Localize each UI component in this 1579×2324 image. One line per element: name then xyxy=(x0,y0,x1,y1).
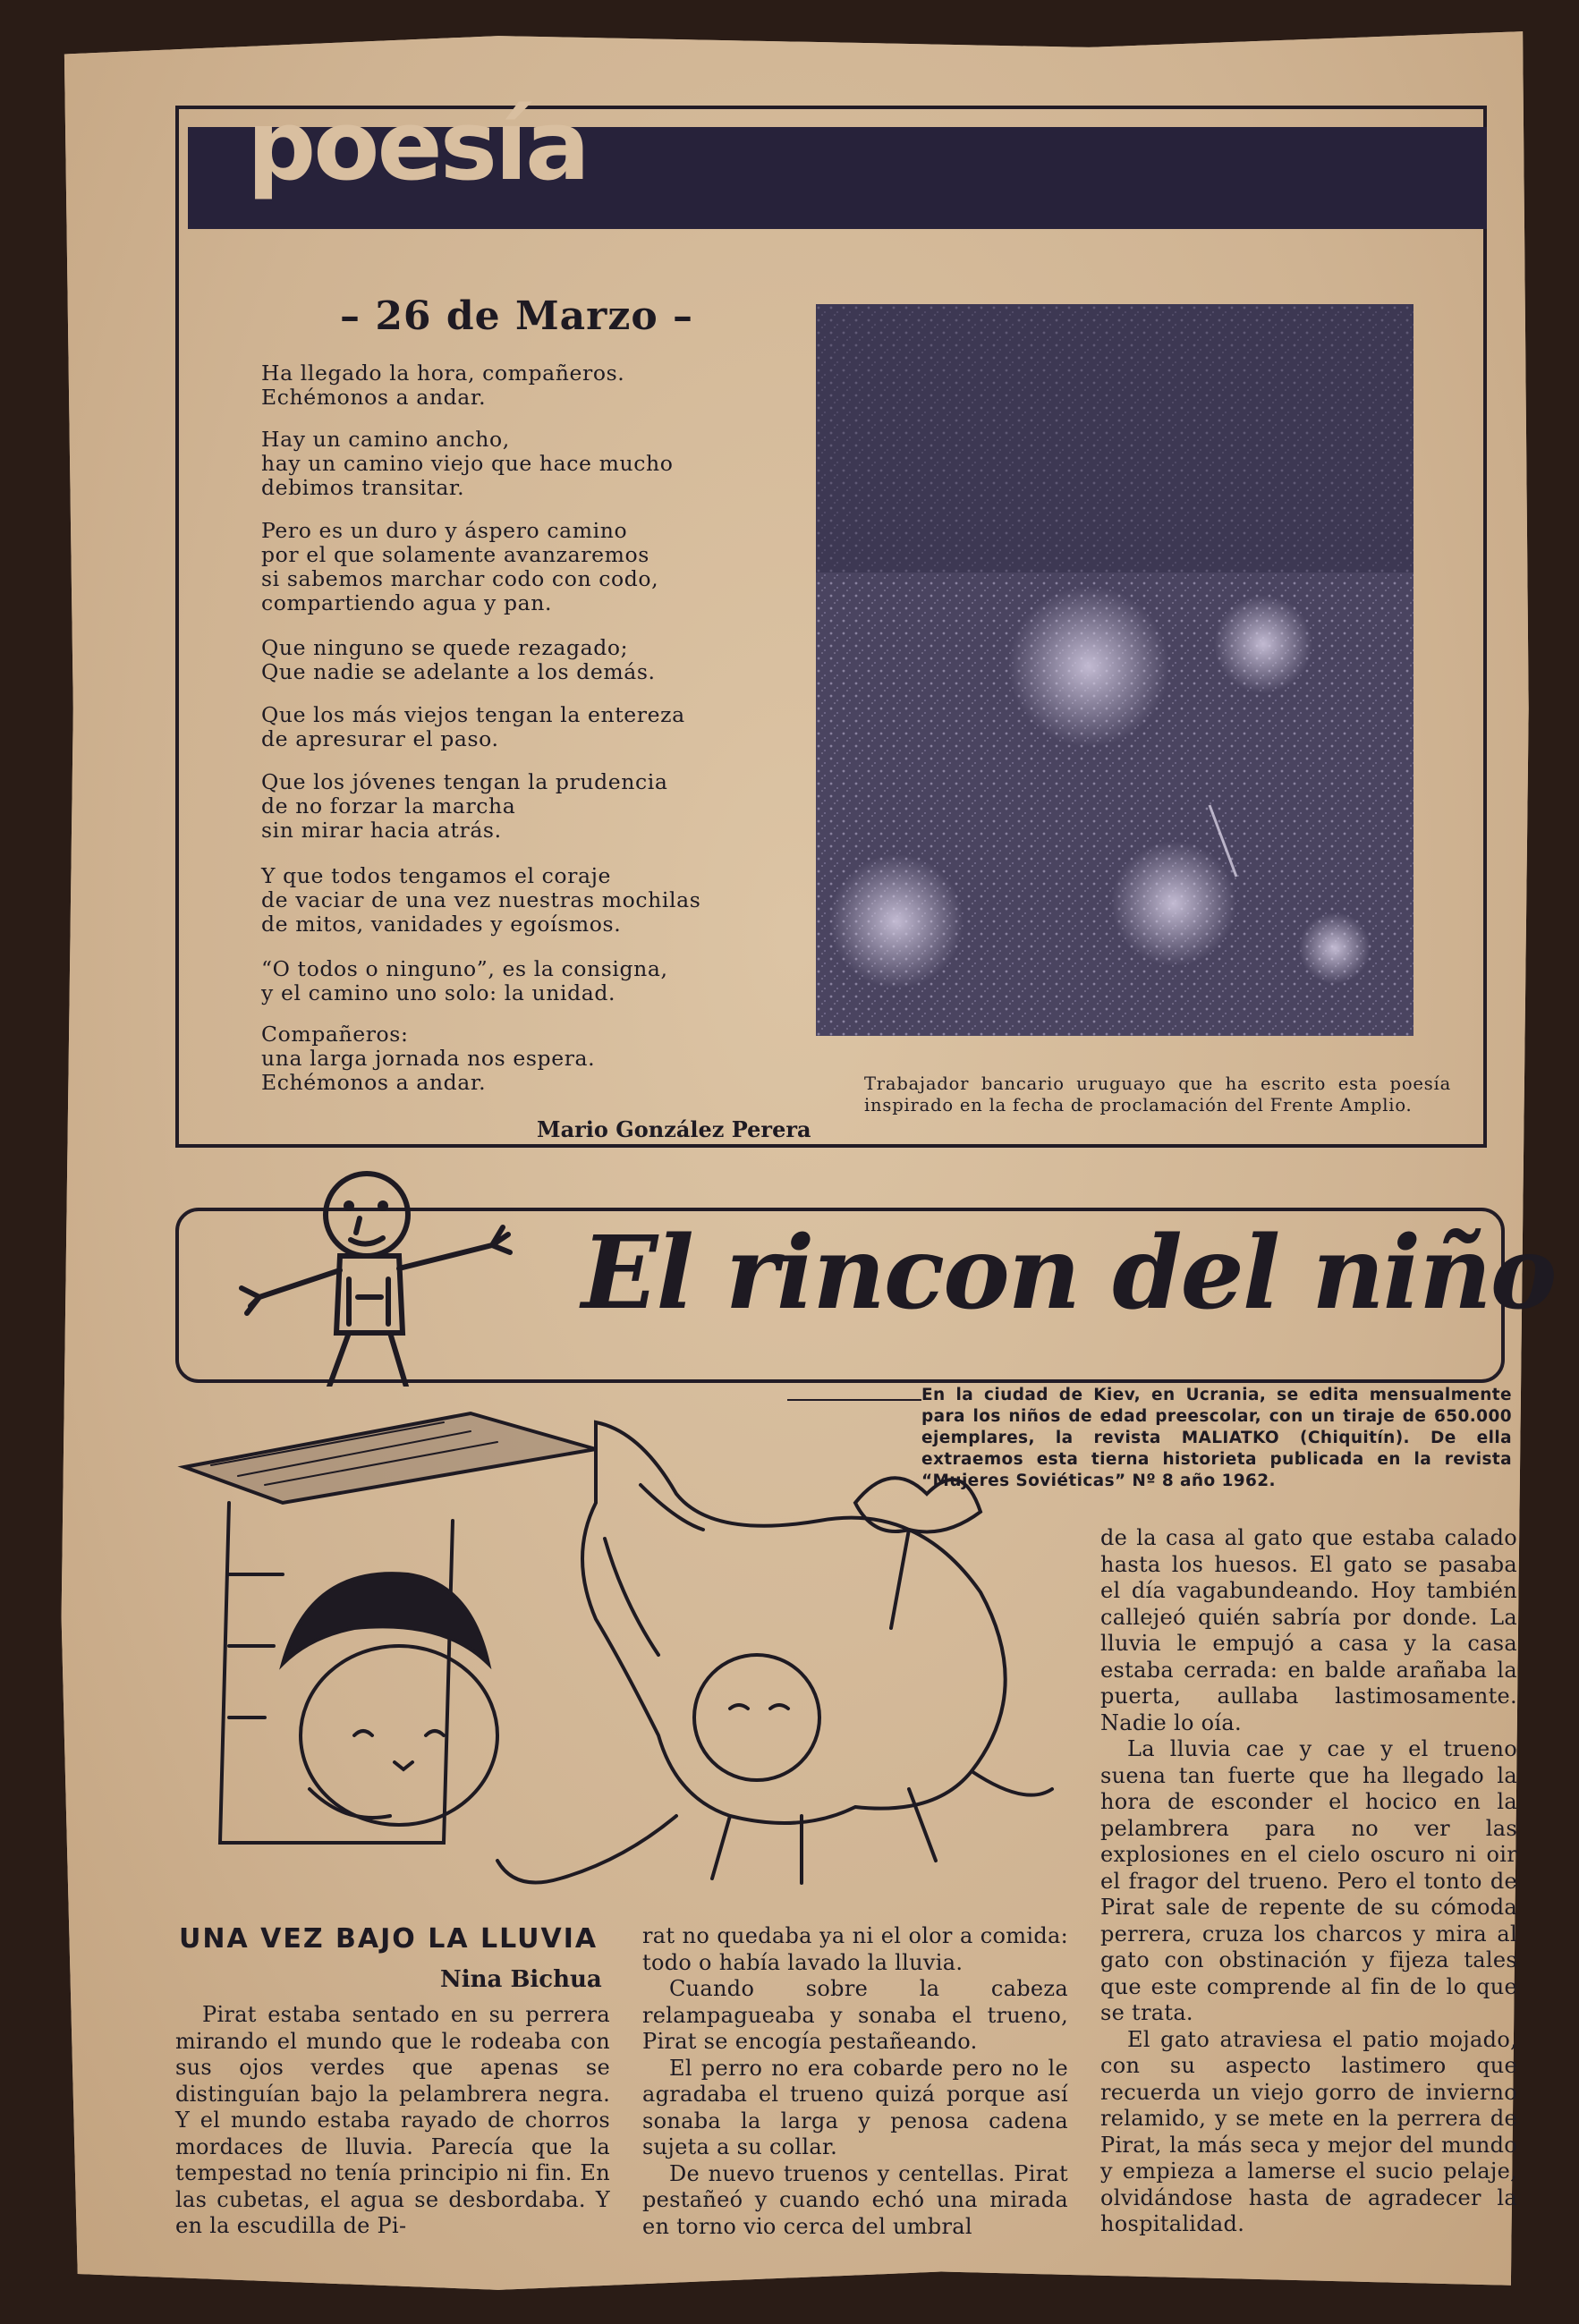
poem-stanza: Que los jóvenes tengan la prudencia de no forzar la marcha sin mirar hacia atrás. xyxy=(261,769,668,843)
story-column-3 xyxy=(1100,1525,1517,2238)
dog-and-cat-illustration xyxy=(175,1395,1079,1905)
photo-caption: Trabajador bancario uruguayo que ha escrito esta poesía inspirado en la fecha de proclamación del Frente Amplio. xyxy=(864,1073,1451,1115)
story-paragraph: Pirat estaba sentado en su perrera mirando el mundo que le rodeaba con sus ojos verdes que apenas se distinguían bajo la pelambrera negra. Y el mundo estaba rayado de chorros mordaces de lluvia. Parecía que la tempestad no tenía principio ni fin. En las cubetas, el agua se desbordaba. Y en la escudilla de Pi- xyxy=(175,2002,610,2238)
poem-stanza: Que ninguno se quede rezagado; Que nadie se adelante a los demás. xyxy=(261,635,656,684)
story-column-1 xyxy=(175,2002,610,2240)
story-author: Nina Bichua xyxy=(440,1966,602,1993)
rincon-intro: En la ciudad de Kiev, en Ucrania, se edita mensualmente para los niños de edad preescolar, con un tiraje de 650.000 ejemplares, la revista MALIATKO (Chiquitín). De ella extraemos esta tierna historieta publicada en la revista “Mujeres Soviéticas” Nº 8 año 1962. xyxy=(921,1386,1512,1490)
poem-stanza: Pero es un duro y áspero camino por el que solamente avanzaremos si sabemos marchar codo con codo, compartiendo agua y pan. xyxy=(261,518,659,615)
story-title: UNA VEZ BAJO LA LLUVIA xyxy=(179,1923,598,1955)
story-paragraph: rat no quedaba ya ni el olor a comida: todo o había lavado la lluvia. xyxy=(642,1923,1068,1975)
story-paragraph: El gato atraviesa el patio mojado, con su aspecto lastimero que recuerda un viejo gorro de invierno relamido, y se mete en la perrera de Pirat, la más seca y mejor del mundo y empieza a lamerse el sucio pelaje, olvidándose hasta de agradecer la hospitalidad. xyxy=(1100,2026,1517,2236)
story-paragraph: de la casa al gato que estaba calado hasta los huesos. El gato se pasaba el día vagabundeando. Hoy también callejeó quién sabría por donde. La lluvia le empujó a casa y la casa estaba cerrada: en balde arañaba la puerta, aullaba lastimosamente. Nadie lo oía. xyxy=(1100,1525,1517,1735)
poem-stanza: Hay un camino ancho, hay un camino viejo que hace mucho debimos transitar. xyxy=(261,427,674,500)
poem-stanza: Que los más viejos tengan la entereza de apresurar el paso. xyxy=(261,702,685,751)
poem-stanza: Compañeros: una larga jornada nos espera. Echémonos a andar. xyxy=(261,1022,596,1095)
story-paragraph: La lluvia cae y cae y el trueno suena tan fuerte que ha llegado la hora de esconder el hocico en la pelambrera para no ver las explosiones en el cielo oscuro ni oir el fragor del trueno. Pero el tonto de Pirat sale de repente de su cómoda perrera, cruza los charcos y mira al gato con obstinación y fijeza tales que este comprende al fin de lo que se trata. xyxy=(1100,1736,1517,2025)
poem-stanza: “O todos o ninguno”, es la consigna, y el camino uno solo: la unidad. xyxy=(261,956,668,1005)
poem-author: Mario González Perera xyxy=(537,1116,811,1142)
section-title: poesía xyxy=(247,90,588,202)
story-paragraph: El perro no era cobarde pero no le agradaba el trueno quizá porque así sonaba la larga y penosa cadena sujeta a su collar. xyxy=(642,2055,1068,2159)
rincon-title: El rincon del niño xyxy=(582,1215,1556,1332)
poem-stanza: Ha llegado la hora, compañeros. Echémonos a andar. xyxy=(261,360,625,410)
poem-title: – 26 de Marzo – xyxy=(340,293,693,339)
poem-stanza: Y que todos tengamos el coraje de vaciar de una vez nuestras mochilas de mitos, vanidades y egoísmos. xyxy=(261,863,701,937)
story-paragraph: Cuando sobre la cabeza relampagueaba y sonaba el trueno, Pirat se encogía pestañeando. xyxy=(642,1976,1068,2054)
story-column-2 xyxy=(642,1923,1068,2240)
night-sky-photo xyxy=(816,304,1413,1036)
story-paragraph: De nuevo truenos y centellas. Pirat pestañeó y cuando echó una mirada en torno vio cerca del umbral xyxy=(642,2160,1068,2239)
stick-figure-doodle xyxy=(224,1163,519,1387)
